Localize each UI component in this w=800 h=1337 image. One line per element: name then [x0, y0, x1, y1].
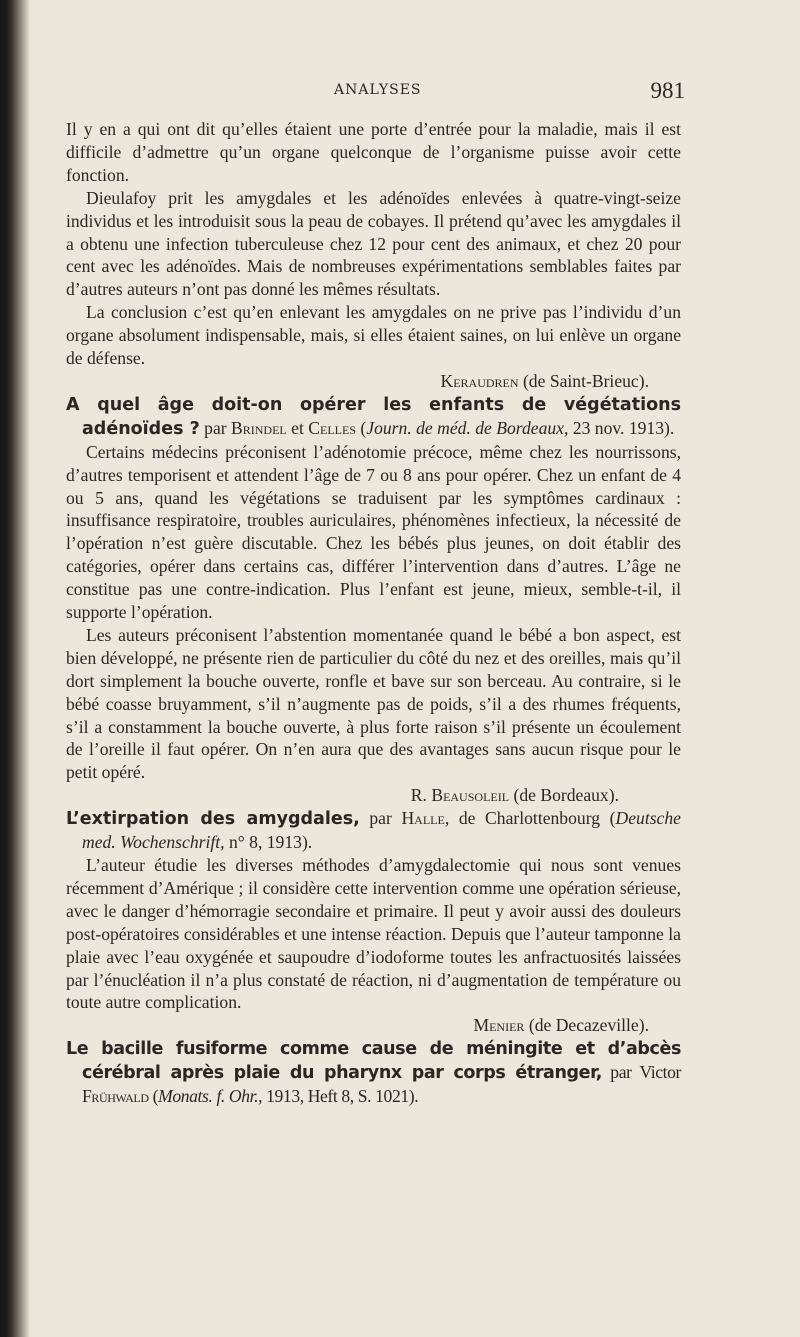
page-number: 981 [650, 78, 685, 103]
signature-name: Menier [473, 1015, 525, 1036]
article2-signature [66, 784, 681, 807]
signature-place: (de Bordeaux). [513, 785, 619, 806]
page-header [60, 78, 685, 106]
article3-journal: Deutsche med. Wochenschrift, [82, 808, 681, 853]
running-head: ANALYSES [334, 82, 422, 98]
article4-author: Frühwald [82, 1086, 149, 1107]
article2-author-2: Celles [308, 417, 357, 438]
article1-paragraph-1: Il y en a qui ont dit qu’elles étaient une porte d’entrée pour la maladie, mais il est difficile d’admettre qu’un organe quelconque de l’organisme puisse avoir cette fonction. [66, 119, 681, 185]
book-binding-shadow [0, 0, 30, 1337]
article2-author-1: Brindel [231, 417, 287, 438]
article2-paragraph-1: Certains médecins préconisent l’adénotomie précoce, même chez les nourrissons, d’autres temporisent et attendent l’âge de 7 ou 8 ans pour opérer. Chez un enfant de 4 ou 5 ans, quand les végétations se traduisent par les symptômes cardinaux : insuffisance respiratoire, troubles auriculaires, phénomènes infectieux, la nécessité de l’opération n’est guère discutable. Chez les bébés plus jeunes, on doit établir des catégories, opérer dans certains cas, différer l’intervention dans d’autres. L’âge ne constitue pas une contre-indication. Plus l’enfant est jeune, mieux, semble-t-il, il supporte l’opération. [66, 441, 681, 623]
article3-author: Halle, [401, 808, 450, 829]
article3-affiliation: de Charlottenbourg [458, 808, 601, 829]
signature-initial: R. [410, 785, 427, 806]
article1-signature [66, 370, 681, 393]
article2-heading: A quel âge doit-on opérer les enfants de végétations adénoïdes ? par Brindel et Celles (Journ. de méd. de Bordeaux, 23 nov. 1913). [66, 394, 681, 439]
article1-paragraph-3: La conclusion c’est qu’en enlevant les amygdales on ne prive pas l’individu d’un organe absolument indispensable, mais, si elles étaient saines, on lui enlève un organe de défense. [66, 302, 681, 369]
article3-by: par [369, 808, 392, 829]
article2-paragraph-2: Les auteurs préconisent l’abstention momentanée quand le bébé a bon aspect, est bien développé, ne présente rien de particulier du côté du nez et des oreilles, mais qu’il dort simplement la bouche ouverte, ronfle et bave sur son berceau. Au contraire, si le bébé coasse bruyamment, s’il n’augmente pas de poids, s’il a des rhumes fréquents, s’il a constamment la bouche ouverte, à plus forte raison s’il présente un écoulement de l’oreille il faut opérer. On n’en aura que des avantages sans aucun risque pour le petit opéré. [66, 624, 681, 783]
signature-place: (de Decazeville). [528, 1015, 649, 1036]
article3-signature [66, 1014, 681, 1037]
page-body [66, 118, 681, 1108]
signature-name: Beausoleil [431, 785, 510, 806]
article4-title: Le bacille fusiforme comme cause de méningite et d’abcès cérébral après plaie du pharynx par corps étranger, [66, 1039, 681, 1084]
article2-and: et [291, 417, 304, 438]
article2-title: A quel âge doit-on opérer les enfants de végétations adénoïdes ? [66, 394, 681, 439]
article4-issue: 1913, Heft 8, S. 1021). [266, 1086, 419, 1107]
article1-paragraph-2: Dieulafoy prit les amygdales et les adénoïdes enlevées à quatre-vingt-seize individus et les introduisit sous la peau de cobayes. Il prétend qu’avec les amygdales il a obtenu une infection tuberculeuse chez 12 pour cent des animaux, et chez 20 pour cent avec les adénoïdes. Mais de nombreuses expérimentations semblables faites par d’autres auteurs n’ont pas donné les mêmes résultats. [66, 187, 681, 300]
article4-journal: Monats. f. Ohr., [158, 1086, 263, 1107]
article2-by: par [204, 417, 227, 438]
article4-heading: Le bacille fusiforme comme cause de méningite et d’abcès cérébral après plaie du pharynx par corps étranger, par Victor Frühwald (Monats. f. Ohr., 1913, Heft 8, S. 1021). [66, 1039, 681, 1107]
signature-place: (de Saint-Brieuc). [522, 370, 649, 391]
article3-issue: n° 8, 1913). [228, 832, 313, 853]
article4-by: par Victor [610, 1062, 681, 1083]
signature-name: Keraudren [440, 370, 519, 391]
article3-paragraph-1: L’auteur étudie les diverses méthodes d’amygdalectomie qui nous sont venues récemment d’Amérique ; il considère cette intervention comme une opération sérieuse, avec le danger d’hémorragie secondaire et primaire. Il peut y avoir aussi des douleurs post-opératoires considérables et une intense réaction. Depuis que l’auteur tamponne la plaie avec l’eau oxygénée et saupoudre d’iodoforme toutes les anfractuosités laissées par l’énucléation il n’a plus constaté de réaction, ni d’augmentation de température ou toute autre complication. [66, 855, 681, 1013]
article2-date: 23 nov. 1913). [572, 417, 675, 438]
article3-title: L’extirpation des amygdales, [66, 809, 360, 830]
article2-journal: Journ. de méd. de Bordeaux, [366, 417, 569, 438]
article3-heading: L’extirpation des amygdales, par Halle, de Charlottenbourg (Deutsche med. Wochenschrift, n° 8, 1913). [66, 808, 681, 853]
